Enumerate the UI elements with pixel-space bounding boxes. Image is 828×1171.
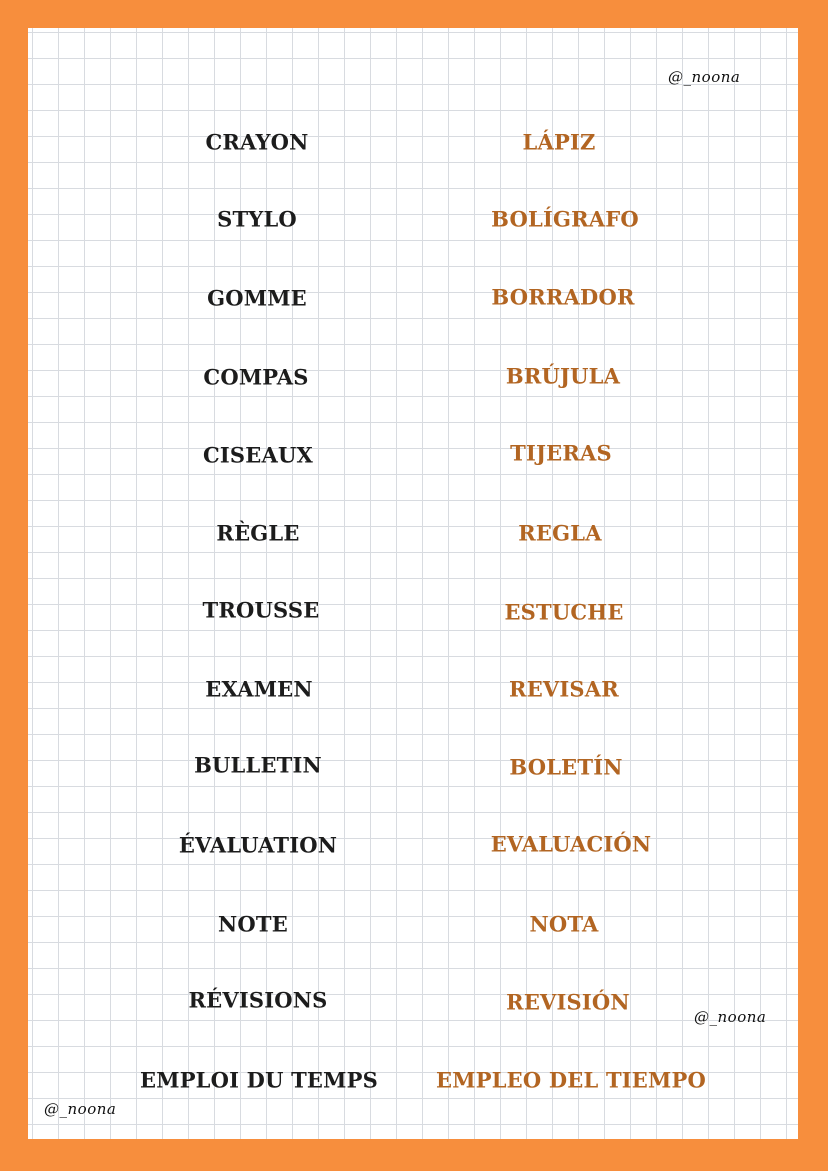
french-word: RÉVISIONS xyxy=(188,987,328,1013)
grid-paper-sheet xyxy=(28,28,798,1139)
spanish-word: NOTA xyxy=(529,911,599,937)
french-word: CRAYON xyxy=(205,129,309,155)
spanish-word: REVISAR xyxy=(509,676,619,702)
watermark-signature: @_noona xyxy=(668,68,741,86)
spanish-word: ESTUCHE xyxy=(504,599,624,625)
french-word: STYLO xyxy=(217,206,297,232)
french-word: GOMME xyxy=(207,285,307,311)
spanish-word: REGLA xyxy=(518,520,602,546)
french-word: CISEAUX xyxy=(202,442,314,468)
watermark-signature: @_noona xyxy=(694,1008,767,1026)
french-word: COMPAS xyxy=(203,364,309,390)
french-word: NOTE xyxy=(218,911,288,937)
french-word: BULLETIN xyxy=(194,752,322,778)
french-word: RÈGLE xyxy=(216,520,300,546)
french-word: EMPLOI DU TEMPS xyxy=(140,1067,378,1093)
spanish-word: TIJERAS xyxy=(510,440,612,466)
spanish-word: EMPLEO DEL TIEMPO xyxy=(436,1067,706,1093)
french-word: EXAMEN xyxy=(205,676,313,702)
french-word: TROUSSE xyxy=(202,597,320,623)
spanish-word: REVISIÓN xyxy=(506,989,630,1015)
spanish-word: BOLÍGRAFO xyxy=(491,206,639,232)
spanish-word: BRÚJULA xyxy=(505,363,621,389)
spanish-word: EVALUACIÓN xyxy=(490,831,652,857)
french-word: ÉVALUATION xyxy=(178,832,338,858)
spanish-word: LÁPIZ xyxy=(522,129,596,155)
spanish-word: BOLETÍN xyxy=(509,754,623,780)
watermark-signature: @_noona xyxy=(44,1100,117,1118)
spanish-word: BORRADOR xyxy=(491,284,635,310)
